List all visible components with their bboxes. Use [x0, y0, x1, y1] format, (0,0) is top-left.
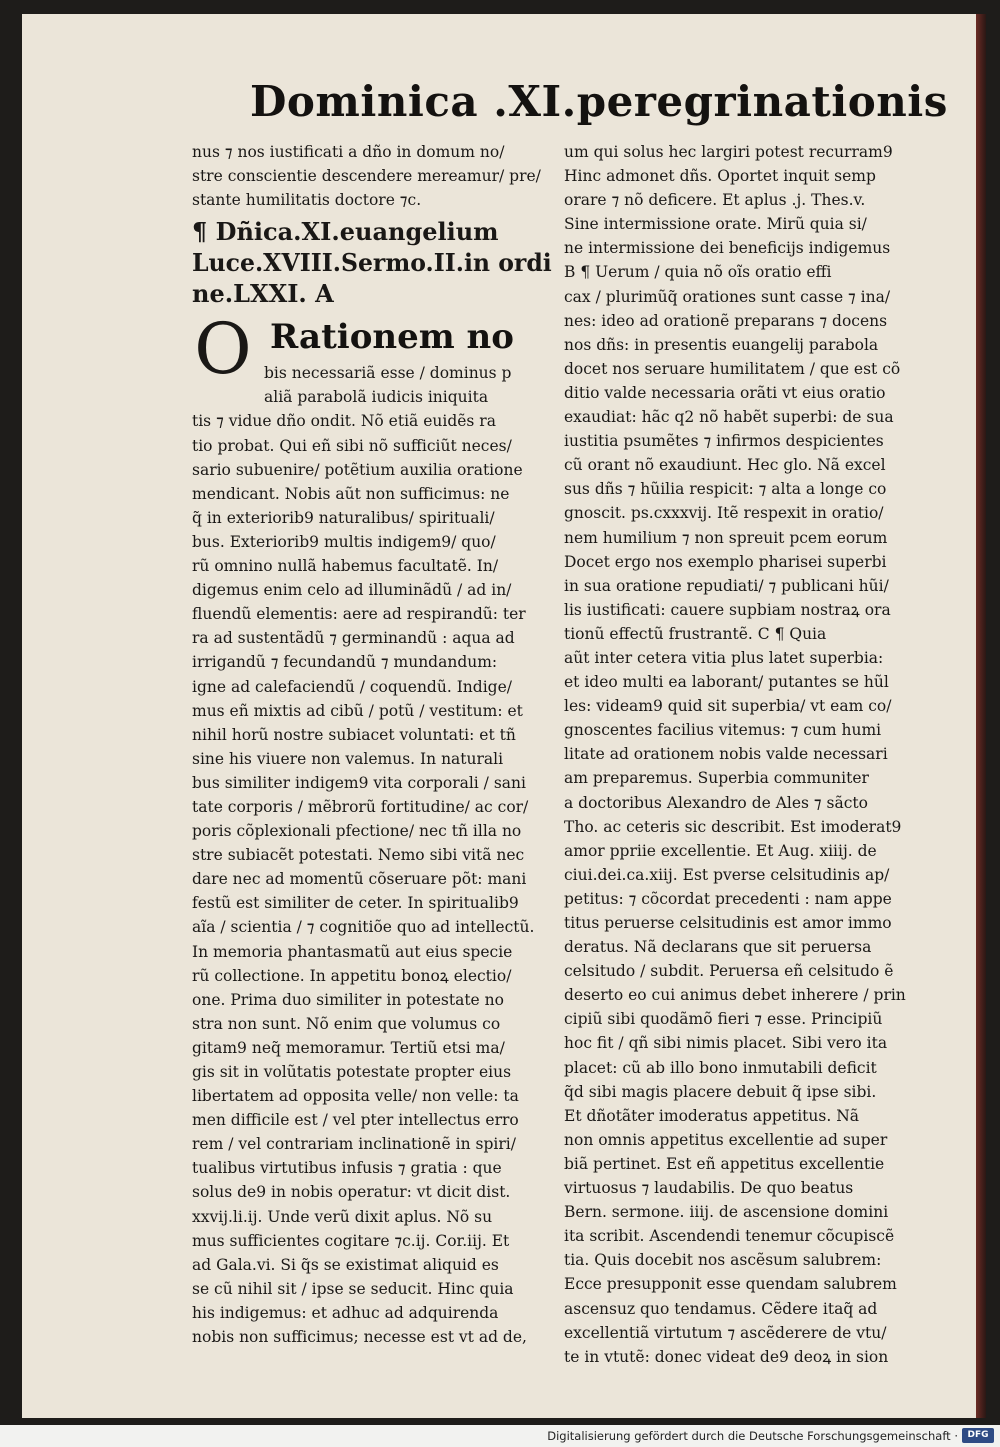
right-column	[564, 140, 936, 1369]
text-line: cipiũ sibi quodãmõ fieri ⁊ esse. Principiũ	[564, 1010, 883, 1029]
text-line: deserto eo cui animus debet inherere / prin	[564, 986, 906, 1005]
text-line: poris cõplexionali pfectione/ nec tñ illa no	[192, 822, 522, 841]
text-line: igne ad calefaciendũ / coquendũ. Indige/	[192, 677, 512, 696]
text-line: tualibus virtutibus infusis ⁊ gratia : que	[192, 1159, 502, 1178]
text-line: gitam9 neq̃ memoramur. Tertiũ etsi ma/	[192, 1038, 505, 1057]
text-line: xxvij.li.ij. Unde verũ dixit aplus. Nõ su	[192, 1207, 493, 1226]
text-line: les: videam9 quid sit superbia/ vt eam co/	[564, 697, 892, 716]
text-line: ciui.dei.ca.xiij. Est pverse celsitudinis ap/	[564, 865, 890, 884]
text-line: stre subiacẽt potestati. Nemo sibi vitã nec	[192, 846, 525, 865]
text-line: exaudiat: hãc q2 nõ habẽt superbi: de sua	[564, 408, 894, 427]
text-line: gis sit in volũtatis potestate propter eius	[192, 1063, 512, 1081]
text-line: Luce.XVIII.Sermo.II.in ordi	[192, 248, 552, 278]
text-line: irrigandũ ⁊ fecundandũ ⁊ mundandum:	[192, 653, 498, 672]
text-line: sario subuenire/ potẽtium auxilia oratione	[192, 460, 523, 479]
text-line: ita scribit. Ascendendi tenemur cõcupiscẽ	[564, 1227, 895, 1246]
text-line: aũt inter cetera vitia plus latet superbia:	[564, 648, 884, 667]
digitization-credit: Digitalisierung gefördert durch die Deutsche Forschungsgemeinschaft ·	[547, 1429, 958, 1443]
text-line: tia. Quis docebit nos ascẽsum salubrem:	[564, 1251, 882, 1270]
text-line: ne.LXXI. A	[192, 279, 334, 309]
text-line: nihil horũ nostre subiacet voluntati: et tñ	[192, 725, 516, 744]
text-line: orare ⁊ nõ deficere. Et aplus .j. Thes.v.	[564, 191, 866, 210]
chapter-rubric	[192, 216, 552, 309]
text-line: q̃ in exteriorib9 naturalibus/ spirituali/	[192, 508, 495, 527]
text-line: tis ⁊ vidue dño ondit. Nõ etiã euidẽs ra	[192, 412, 496, 431]
text-line: digemus enim celo ad illuminãdũ / ad in/	[192, 581, 512, 600]
text-line: excellentiã virtutum ⁊ ascẽderere de vtu/	[564, 1323, 887, 1342]
dfg-logo: DFG	[962, 1428, 994, 1443]
text-line: nos dñs: in presentis euangelij parabola	[564, 335, 879, 354]
text-line: tionũ effectũ frustrantẽ. C ¶ Quia	[564, 624, 827, 643]
left-column	[192, 140, 552, 1349]
text-line: one. Prima duo similiter in potestate no	[192, 990, 504, 1009]
text-line: q̃d sibi magis placere debuit q̃ ipse sibi.	[564, 1082, 877, 1101]
text-line: cax / plurimũq̃ orationes sunt casse ⁊ ina/	[564, 287, 891, 306]
text-line: Tho. ac ceteris sic describit. Est imoderat9	[564, 817, 902, 836]
text-line: festũ est similiter de ceter. In spiritualib9	[192, 894, 519, 913]
text-line: litate ad orationem nobis valde necessari	[564, 745, 888, 764]
text-line: deratus. Nã declarans que sit peruersa	[564, 938, 872, 957]
text-line: celsitudo / subdit. Peruersa eñ celsitudo ẽ	[564, 962, 894, 981]
right-body-lines	[564, 140, 936, 1369]
text-line: bis necessariã esse / dominus p	[264, 364, 512, 383]
text-line: virtuosus ⁊ laudabilis. De quo beatus	[564, 1179, 854, 1198]
text-line: biã pertinet. Est eñ appetitus excellentie	[564, 1154, 885, 1173]
text-line: Ecce presupponit esse quendam salubrem	[564, 1275, 897, 1294]
text-line: ra ad sustentãdũ ⁊ germinandũ : aqua ad	[192, 629, 515, 648]
text-line: aĩa / scientia / ⁊ cognitiõe quo ad intellectũ.	[192, 918, 535, 937]
footer-bar	[0, 1425, 1000, 1447]
text-line: placet: cũ ab illo bono inmutabili deficit	[564, 1058, 877, 1077]
text-line: stre conscientie descendere mereamur/ pre/	[192, 167, 541, 186]
text-line: ascensuz quo tendamus. Cẽdere itaq̃ ad	[564, 1299, 878, 1318]
text-line: docet nos seruare humilitatem / que est cõ	[564, 359, 901, 378]
left-top-lines	[192, 140, 552, 212]
text-line: libertatem ad opposita velle/ non velle: ta	[192, 1087, 519, 1106]
text-line: dare nec ad momentũ cõseruare põt: mani	[192, 870, 527, 889]
text-line: ne intermissione dei beneficijs indigemus	[564, 239, 891, 258]
text-line: nobis non sufficimus; necesse est vt ad de,	[192, 1328, 527, 1347]
text-line: fluendũ elementis: aere ad respirandũ: ter	[192, 605, 526, 624]
text-line: in sua oratione repudiati/ ⁊ publicani hũi/	[564, 576, 889, 595]
text-line: hoc fit / qñ sibi nimis placet. Sibi vero ita	[564, 1034, 888, 1053]
text-line: Hinc admonet dñs. Oportet inquit semp	[564, 167, 876, 186]
text-line: gnoscit. ps.cxxxvij. Itẽ respexit in oratio/	[564, 504, 884, 523]
text-line: men difficile est / vel pter intellectus erro	[192, 1111, 519, 1130]
text-line: rem / vel contrariam inclinationẽ in spiri/	[192, 1135, 516, 1154]
left-body-lines	[192, 409, 552, 1349]
text-line: Docet ergo nos exemplo pharisei superbi	[564, 552, 887, 571]
text-line: lis iustificati: cauere supbiam nostraꝝ ora	[564, 600, 891, 619]
text-line: cũ orant nõ exaudiunt. Hec glo. Nã excel	[564, 456, 886, 475]
text-line: ditio valde necessaria orãti vt eius oratio	[564, 383, 886, 402]
running-head: Dominica .XI.peregrinationis	[250, 77, 948, 126]
text-line: Bern. sermone. iiij. de ascensione domini	[564, 1203, 889, 1222]
text-line: se cũ nihil sit / ipse se seducit. Hinc quia	[192, 1279, 514, 1298]
text-line: bus. Exteriorib9 multis indigem9/ quo/	[192, 532, 496, 551]
text-line: solus de9 in nobis operatur: vt dicit dist.	[192, 1183, 511, 1202]
text-line: sus dñs ⁊ hũilia respicit: ⁊ alta a longe co	[564, 480, 887, 499]
text-line: stra non sunt. Nõ enim que volumus co	[192, 1014, 501, 1033]
text-line: am preparemus. Superbia communiter	[564, 769, 869, 788]
text-line: mendicant. Nobis aũt non sufficimus: ne	[192, 484, 510, 503]
text-line: B ¶ Uerum / quia nõ oĩs oratio effi	[564, 263, 832, 282]
text-line: Et dñotãter imoderatus appetitus. Nã	[564, 1106, 860, 1125]
text-line: nus ⁊ nos iustificati a dño in domum no/	[192, 143, 505, 161]
text-line: amor ppriie excellentie. Et Aug. xiiij. de	[564, 841, 877, 860]
text-line: te in vtutẽ: donec videat de9 deoꝝ in sion	[564, 1347, 889, 1366]
text-line: stante humilitatis doctore ⁊c.	[192, 191, 422, 210]
text-line: titus peruerse celsitudinis est amor immo	[564, 914, 892, 932]
text-line: mus eñ mixtis ad cibũ / potũ / vestitum: et	[192, 701, 523, 720]
text-line: Sine intermissione orate. Mirũ quia si/	[564, 215, 867, 234]
text-line: rũ omnino nullã habemus facultatẽ. In/	[192, 557, 499, 576]
text-line: aliã parabolã iudicis iniquita	[264, 388, 489, 407]
text-line: um qui solus hec largiri potest recurram9	[564, 143, 893, 161]
text-line: petitus: ⁊ cõcordat precedenti : nam appe	[564, 889, 892, 908]
text-line: et ideo multi ea laborant/ putantes se hũl	[564, 673, 889, 692]
text-line: iustitia psumẽtes ⁊ infirmos despicientes	[564, 432, 884, 451]
decorated-initial: O	[194, 308, 252, 391]
text-line: ¶ Dñica.XI.euangelium	[192, 217, 499, 247]
text-line: nes: ideo ad orationẽ preparans ⁊ docens	[564, 311, 888, 330]
text-line: In memoria phantasmatũ aut eius specie	[192, 942, 513, 961]
text-line: non omnis appetitus excellentie ad super	[564, 1130, 888, 1149]
text-line: bus similiter indigem9 vita corporali / sani	[192, 773, 526, 792]
text-line: gnoscentes facilius vitemus: ⁊ cum humi	[564, 721, 882, 740]
text-line: sine his viuere non valemus. In naturali	[192, 749, 504, 768]
initial-word: Rationem no	[270, 317, 514, 358]
text-line: mus sufficientes cogitare ⁊c.ij. Cor.iij. Et	[192, 1231, 510, 1250]
page-edge	[976, 14, 986, 1418]
text-line: a doctoribus Alexandro de Ales ⁊ sãcto	[564, 793, 868, 812]
text-line: rũ collectione. In appetitu bonoꝝ electio/	[192, 966, 512, 985]
text-line: tio probat. Qui eñ sibi nõ sufficiũt neces/	[192, 436, 512, 455]
text-line: nem humilium ⁊ non spreuit pcem eorum	[564, 528, 888, 547]
text-line: tate corporis / mẽbrorũ fortitudine/ ac cor/	[192, 797, 529, 816]
text-line: his indigemus: et adhuc ad adquirenda	[192, 1303, 499, 1322]
text-line: ad Gala.vi. Si q̃s se existimat aliquid es	[192, 1255, 499, 1274]
